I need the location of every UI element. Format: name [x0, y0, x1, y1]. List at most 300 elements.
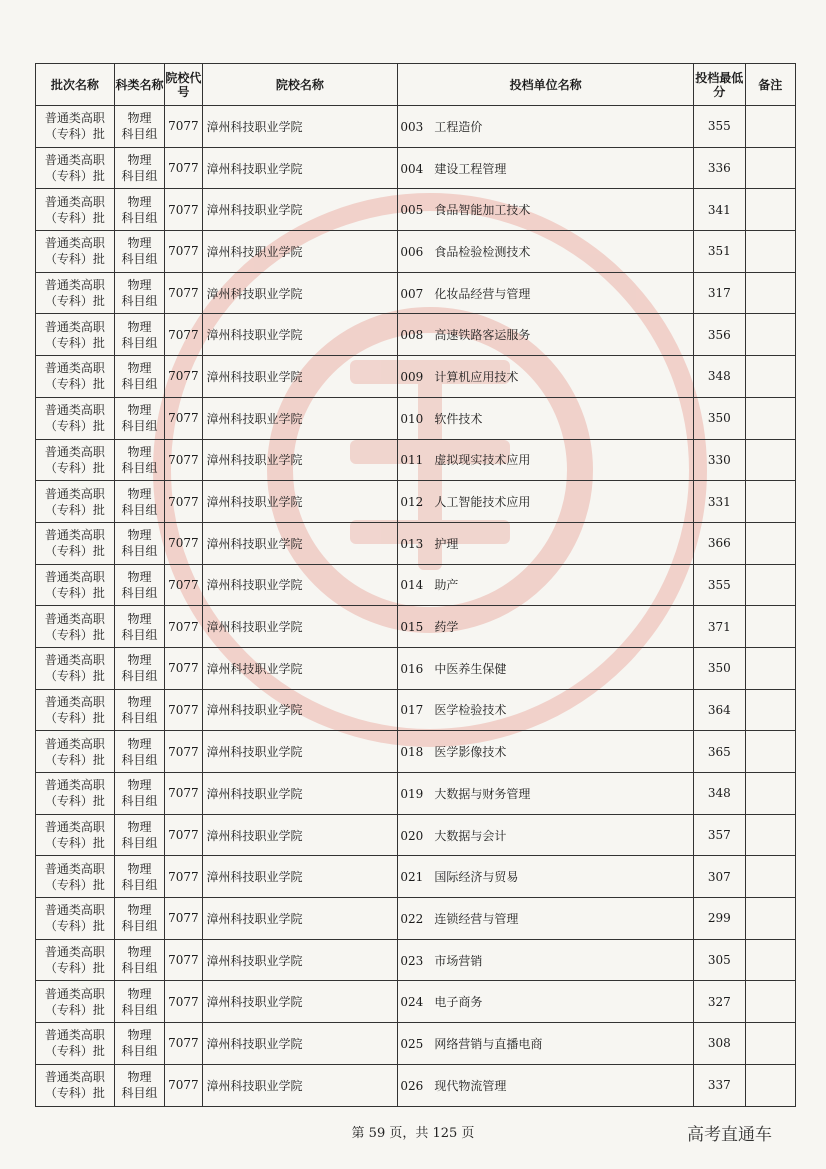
subject-line-1: 物理 — [127, 361, 152, 376]
unit-code: 009 — [400, 369, 424, 384]
min-score-cell: 356 — [694, 314, 745, 356]
subject-line-1: 物理 — [127, 903, 152, 918]
subject-line-1: 物理 — [127, 736, 152, 751]
page-footer: 第 59 页，共 125 页 — [351, 1126, 475, 1141]
subject-line-2: 科目组 — [121, 794, 158, 809]
table-row — [36, 856, 796, 898]
unit-code: 023 — [400, 953, 424, 968]
unit-cell — [398, 773, 694, 815]
subject-line-2: 科目组 — [121, 627, 158, 642]
batch-cell — [36, 1064, 115, 1106]
batch-line-2: （专科）批 — [44, 127, 105, 142]
unit-cell — [398, 439, 694, 481]
batch-cell — [36, 1023, 115, 1065]
unit-name: 工程造价 — [434, 119, 483, 134]
unit-code: 012 — [400, 495, 424, 510]
unit-cell — [398, 898, 694, 940]
unit-cell — [398, 731, 694, 773]
unit-name: 计算机应用技术 — [434, 369, 519, 384]
batch-line-1: 普通类高职 — [44, 986, 105, 1001]
batch-line-2: （专科）批 — [44, 585, 105, 600]
table-row — [36, 397, 796, 439]
table-row — [36, 522, 796, 564]
batch-line-1: 普通类高职 — [44, 611, 105, 626]
table-row — [36, 147, 796, 189]
batch-line-1: 普通类高职 — [44, 528, 105, 543]
note-cell — [745, 1064, 796, 1106]
subject-line-2: 科目组 — [121, 335, 158, 350]
table-row — [36, 814, 796, 856]
batch-cell — [36, 564, 115, 606]
unit-code: 011 — [400, 453, 424, 468]
batch-cell — [36, 106, 115, 148]
note-cell — [745, 522, 796, 564]
subject-line-2: 科目组 — [121, 836, 158, 851]
school-name-cell: 漳州科技职业学院 — [202, 189, 398, 231]
school-name-cell: 漳州科技职业学院 — [202, 356, 398, 398]
subject-cell — [114, 731, 164, 773]
school-name-cell: 漳州科技职业学院 — [202, 939, 398, 981]
school-code-cell: 7077 — [165, 564, 202, 606]
school-name-cell: 漳州科技职业学院 — [202, 647, 398, 689]
batch-line-2: （专科）批 — [44, 1002, 105, 1017]
unit-name: 国际经济与贸易 — [434, 870, 519, 885]
unit-name: 网络营销与直播电商 — [434, 1036, 543, 1051]
unit-name: 人工智能技术应用 — [434, 495, 531, 510]
note-cell — [745, 189, 796, 231]
batch-line-1: 普通类高职 — [44, 153, 105, 168]
batch-cell — [36, 231, 115, 273]
batch-cell — [36, 981, 115, 1023]
table-row — [36, 481, 796, 523]
unit-cell — [398, 189, 694, 231]
unit-name: 大数据与财务管理 — [434, 786, 531, 801]
batch-line-1: 普通类高职 — [44, 903, 105, 918]
subject-line-2: 科目组 — [121, 419, 158, 434]
table-row — [36, 606, 796, 648]
subject-line-1: 物理 — [127, 444, 152, 459]
subject-line-1: 物理 — [127, 569, 152, 584]
min-score-cell: 336 — [694, 147, 745, 189]
unit-cell — [398, 314, 694, 356]
subject-cell — [114, 814, 164, 856]
batch-cell — [36, 689, 115, 731]
school-code-cell: 7077 — [165, 356, 202, 398]
unit-name: 中医养生保健 — [434, 661, 507, 676]
subject-line-1: 物理 — [127, 111, 152, 126]
subject-line-2: 科目组 — [121, 1044, 158, 1059]
school-name-cell: 漳州科技职业学院 — [202, 898, 398, 940]
subject-cell — [114, 106, 164, 148]
unit-name: 助产 — [434, 578, 459, 593]
note-cell — [745, 439, 796, 481]
subject-line-2: 科目组 — [121, 1086, 158, 1101]
batch-cell — [36, 939, 115, 981]
batch-cell — [36, 856, 115, 898]
unit-cell — [398, 356, 694, 398]
min-score-cell: 307 — [694, 856, 745, 898]
unit-cell — [398, 522, 694, 564]
unit-code: 007 — [400, 286, 424, 301]
subject-line-1: 物理 — [127, 403, 152, 418]
batch-line-1: 普通类高职 — [44, 653, 105, 668]
subject-cell — [114, 147, 164, 189]
note-cell — [745, 356, 796, 398]
batch-line-2: （专科）批 — [44, 419, 105, 434]
batch-line-2: （专科）批 — [44, 210, 105, 225]
table-row — [36, 439, 796, 481]
school-name-cell: 漳州科技职业学院 — [202, 106, 398, 148]
unit-name: 连锁经营与管理 — [434, 911, 519, 926]
subject-line-2: 科目组 — [121, 169, 158, 184]
unit-code: 018 — [400, 745, 424, 760]
school-code-cell: 7077 — [165, 856, 202, 898]
table-row — [36, 689, 796, 731]
school-name-cell: 漳州科技职业学院 — [202, 439, 398, 481]
note-cell — [745, 272, 796, 314]
subject-line-1: 物理 — [127, 694, 152, 709]
min-score-cell: 364 — [694, 689, 745, 731]
batch-line-2: （专科）批 — [44, 335, 105, 350]
unit-cell — [398, 1023, 694, 1065]
subject-line-1: 物理 — [127, 153, 152, 168]
batch-line-2: （专科）批 — [44, 502, 105, 517]
unit-code: 021 — [400, 870, 424, 885]
unit-cell — [398, 606, 694, 648]
school-name-cell: 漳州科技职业学院 — [202, 773, 398, 815]
unit-name: 软件技术 — [434, 411, 483, 426]
table-row — [36, 189, 796, 231]
school-code-cell: 7077 — [165, 314, 202, 356]
school-name-cell: 漳州科技职业学院 — [202, 231, 398, 273]
school-code-cell: 7077 — [165, 647, 202, 689]
note-cell — [745, 606, 796, 648]
batch-line-2: （专科）批 — [44, 544, 105, 559]
batch-line-2: （专科）批 — [44, 627, 105, 642]
batch-line-2: （专科）批 — [44, 169, 105, 184]
unit-cell — [398, 147, 694, 189]
batch-line-1: 普通类高职 — [44, 194, 105, 209]
batch-cell — [36, 272, 115, 314]
school-name-cell: 漳州科技职业学院 — [202, 564, 398, 606]
unit-cell — [398, 689, 694, 731]
batch-line-2: （专科）批 — [44, 877, 105, 892]
subject-line-2: 科目组 — [121, 877, 158, 892]
unit-cell — [398, 856, 694, 898]
batch-line-1: 普通类高职 — [44, 820, 105, 835]
school-code-cell: 7077 — [165, 439, 202, 481]
batch-line-2: （专科）批 — [44, 710, 105, 725]
note-cell — [745, 106, 796, 148]
table-row — [36, 1064, 796, 1106]
school-name-cell: 漳州科技职业学院 — [202, 397, 398, 439]
subject-line-1: 物理 — [127, 778, 152, 793]
unit-code: 010 — [400, 411, 424, 426]
subject-line-1: 物理 — [127, 1070, 152, 1085]
batch-line-1: 普通类高职 — [44, 403, 105, 418]
batch-line-1: 普通类高职 — [44, 319, 105, 334]
min-score-cell: 348 — [694, 773, 745, 815]
batch-line-2: （专科）批 — [44, 919, 105, 934]
min-score-cell: 341 — [694, 189, 745, 231]
note-cell — [745, 231, 796, 273]
subject-line-1: 物理 — [127, 486, 152, 501]
subject-line-2: 科目组 — [121, 919, 158, 934]
subject-line-1: 物理 — [127, 236, 152, 251]
header-code: 院校代号 — [165, 64, 202, 106]
unit-code: 022 — [400, 911, 424, 926]
unit-name: 药学 — [434, 620, 459, 635]
note-cell — [745, 939, 796, 981]
subject-line-2: 科目组 — [121, 502, 158, 517]
batch-line-1: 普通类高职 — [44, 444, 105, 459]
header-school: 院校名称 — [202, 64, 398, 106]
school-code-cell: 7077 — [165, 189, 202, 231]
unit-code: 005 — [400, 203, 424, 218]
subject-cell — [114, 272, 164, 314]
batch-line-2: （专科）批 — [44, 1044, 105, 1059]
unit-code: 025 — [400, 1036, 424, 1051]
table-row — [36, 564, 796, 606]
unit-name: 化妆品经营与管理 — [434, 286, 531, 301]
subject-cell — [114, 564, 164, 606]
min-score-cell: 331 — [694, 481, 745, 523]
subject-cell — [114, 356, 164, 398]
min-score-cell: 371 — [694, 606, 745, 648]
subject-line-1: 物理 — [127, 945, 152, 960]
unit-name: 高速铁路客运服务 — [434, 328, 531, 343]
unit-name: 大数据与会计 — [434, 828, 507, 843]
batch-line-1: 普通类高职 — [44, 111, 105, 126]
unit-code: 014 — [400, 578, 424, 593]
subject-line-2: 科目组 — [121, 669, 158, 684]
table-row — [36, 939, 796, 981]
table-row — [36, 106, 796, 148]
note-cell — [745, 773, 796, 815]
subject-cell — [114, 939, 164, 981]
school-code-cell: 7077 — [165, 1023, 202, 1065]
unit-code: 004 — [400, 161, 424, 176]
unit-cell — [398, 231, 694, 273]
table-row — [36, 647, 796, 689]
subject-cell — [114, 606, 164, 648]
min-score-cell: 305 — [694, 939, 745, 981]
batch-line-1: 普通类高职 — [44, 236, 105, 251]
subject-cell — [114, 773, 164, 815]
subject-cell — [114, 439, 164, 481]
batch-line-2: （专科）批 — [44, 961, 105, 976]
min-score-cell: 308 — [694, 1023, 745, 1065]
unit-cell — [398, 397, 694, 439]
unit-name: 建设工程管理 — [434, 161, 507, 176]
batch-line-2: （专科）批 — [44, 460, 105, 475]
school-name-cell: 漳州科技职业学院 — [202, 814, 398, 856]
batch-line-1: 普通类高职 — [44, 778, 105, 793]
unit-code: 006 — [400, 244, 424, 259]
min-score-cell: 357 — [694, 814, 745, 856]
table-row — [36, 1023, 796, 1065]
school-code-cell: 7077 — [165, 481, 202, 523]
table-row — [36, 314, 796, 356]
header-note: 备注 — [745, 64, 796, 106]
unit-name: 市场营销 — [434, 953, 483, 968]
subject-line-1: 物理 — [127, 1028, 152, 1043]
subject-cell — [114, 856, 164, 898]
header-unit: 投档单位名称 — [398, 64, 694, 106]
subject-cell — [114, 522, 164, 564]
unit-code: 003 — [400, 119, 424, 134]
min-score-cell: 348 — [694, 356, 745, 398]
school-name-cell: 漳州科技职业学院 — [202, 689, 398, 731]
note-cell — [745, 689, 796, 731]
unit-code: 016 — [400, 661, 424, 676]
batch-cell — [36, 522, 115, 564]
subject-line-1: 物理 — [127, 611, 152, 626]
subject-line-2: 科目组 — [121, 252, 158, 267]
subject-cell — [114, 397, 164, 439]
min-score-cell: 351 — [694, 231, 745, 273]
batch-line-2: （专科）批 — [44, 794, 105, 809]
batch-cell — [36, 397, 115, 439]
batch-cell — [36, 814, 115, 856]
table-row — [36, 773, 796, 815]
batch-line-2: （专科）批 — [44, 377, 105, 392]
note-cell — [745, 1023, 796, 1065]
batch-line-1: 普通类高职 — [44, 1070, 105, 1085]
unit-code: 026 — [400, 1078, 424, 1093]
unit-cell — [398, 272, 694, 314]
unit-cell — [398, 481, 694, 523]
batch-cell — [36, 314, 115, 356]
school-name-cell: 漳州科技职业学院 — [202, 856, 398, 898]
school-code-cell: 7077 — [165, 898, 202, 940]
note-cell — [745, 564, 796, 606]
school-code-cell: 7077 — [165, 397, 202, 439]
unit-cell — [398, 939, 694, 981]
school-code-cell: 7077 — [165, 689, 202, 731]
school-name-cell: 漳州科技职业学院 — [202, 1023, 398, 1065]
school-code-cell: 7077 — [165, 231, 202, 273]
subject-line-2: 科目组 — [121, 127, 158, 142]
header-subject: 科类名称 — [114, 64, 164, 106]
batch-line-1: 普通类高职 — [44, 945, 105, 960]
subject-line-2: 科目组 — [121, 752, 158, 767]
school-code-cell: 7077 — [165, 731, 202, 773]
note-cell — [745, 647, 796, 689]
table-row — [36, 981, 796, 1023]
subject-line-1: 物理 — [127, 278, 152, 293]
batch-cell — [36, 481, 115, 523]
subject-cell — [114, 898, 164, 940]
unit-code: 024 — [400, 995, 424, 1010]
school-code-cell: 7077 — [165, 814, 202, 856]
school-name-cell: 漳州科技职业学院 — [202, 1064, 398, 1106]
unit-name: 食品智能加工技术 — [434, 203, 531, 218]
min-score-cell: 355 — [694, 106, 745, 148]
subject-cell — [114, 647, 164, 689]
note-cell — [745, 814, 796, 856]
batch-line-1: 普通类高职 — [44, 278, 105, 293]
school-code-cell: 7077 — [165, 939, 202, 981]
table-row — [36, 356, 796, 398]
note-cell — [745, 898, 796, 940]
batch-cell — [36, 356, 115, 398]
note-cell — [745, 397, 796, 439]
subject-cell — [114, 481, 164, 523]
school-code-cell: 7077 — [165, 522, 202, 564]
unit-code: 015 — [400, 620, 424, 635]
subject-cell — [114, 981, 164, 1023]
subject-line-2: 科目组 — [121, 710, 158, 725]
subject-cell — [114, 314, 164, 356]
table-row — [36, 231, 796, 273]
min-score-cell: 366 — [694, 522, 745, 564]
batch-cell — [36, 773, 115, 815]
batch-line-1: 普通类高职 — [44, 861, 105, 876]
school-code-cell: 7077 — [165, 981, 202, 1023]
school-name-cell: 漳州科技职业学院 — [202, 606, 398, 648]
table-row — [36, 898, 796, 940]
min-score-cell: 365 — [694, 731, 745, 773]
min-score-cell: 350 — [694, 647, 745, 689]
school-name-cell: 漳州科技职业学院 — [202, 522, 398, 564]
table-row — [36, 731, 796, 773]
subject-line-2: 科目组 — [121, 585, 158, 600]
table-header-row — [36, 64, 796, 106]
school-name-cell: 漳州科技职业学院 — [202, 481, 398, 523]
header-batch: 批次名称 — [36, 64, 115, 106]
admission-score-table — [35, 63, 796, 1107]
batch-line-2: （专科）批 — [44, 752, 105, 767]
unit-cell — [398, 564, 694, 606]
min-score-cell: 330 — [694, 439, 745, 481]
note-cell — [745, 314, 796, 356]
batch-line-1: 普通类高职 — [44, 361, 105, 376]
note-cell — [745, 481, 796, 523]
subject-line-2: 科目组 — [121, 961, 158, 976]
min-score-cell: 317 — [694, 272, 745, 314]
unit-cell — [398, 981, 694, 1023]
table-row — [36, 272, 796, 314]
unit-name: 食品检验检测技术 — [434, 244, 531, 259]
subject-cell — [114, 189, 164, 231]
subject-line-1: 物理 — [127, 528, 152, 543]
batch-line-2: （专科）批 — [44, 836, 105, 851]
note-cell — [745, 981, 796, 1023]
min-score-cell: 355 — [694, 564, 745, 606]
subject-cell — [114, 1023, 164, 1065]
batch-line-1: 普通类高职 — [44, 1028, 105, 1043]
school-code-cell: 7077 — [165, 147, 202, 189]
school-name-cell: 漳州科技职业学院 — [202, 314, 398, 356]
unit-cell — [398, 1064, 694, 1106]
unit-name: 医学检验技术 — [434, 703, 507, 718]
school-code-cell: 7077 — [165, 773, 202, 815]
batch-cell — [36, 606, 115, 648]
note-cell — [745, 856, 796, 898]
subject-line-1: 物理 — [127, 653, 152, 668]
batch-line-1: 普通类高职 — [44, 569, 105, 584]
min-score-cell: 337 — [694, 1064, 745, 1106]
batch-line-1: 普通类高职 — [44, 736, 105, 751]
school-name-cell: 漳州科技职业学院 — [202, 147, 398, 189]
subject-line-1: 物理 — [127, 861, 152, 876]
subject-line-1: 物理 — [127, 319, 152, 334]
unit-code: 019 — [400, 786, 424, 801]
subject-line-2: 科目组 — [121, 377, 158, 392]
unit-cell — [398, 647, 694, 689]
batch-line-2: （专科）批 — [44, 1086, 105, 1101]
